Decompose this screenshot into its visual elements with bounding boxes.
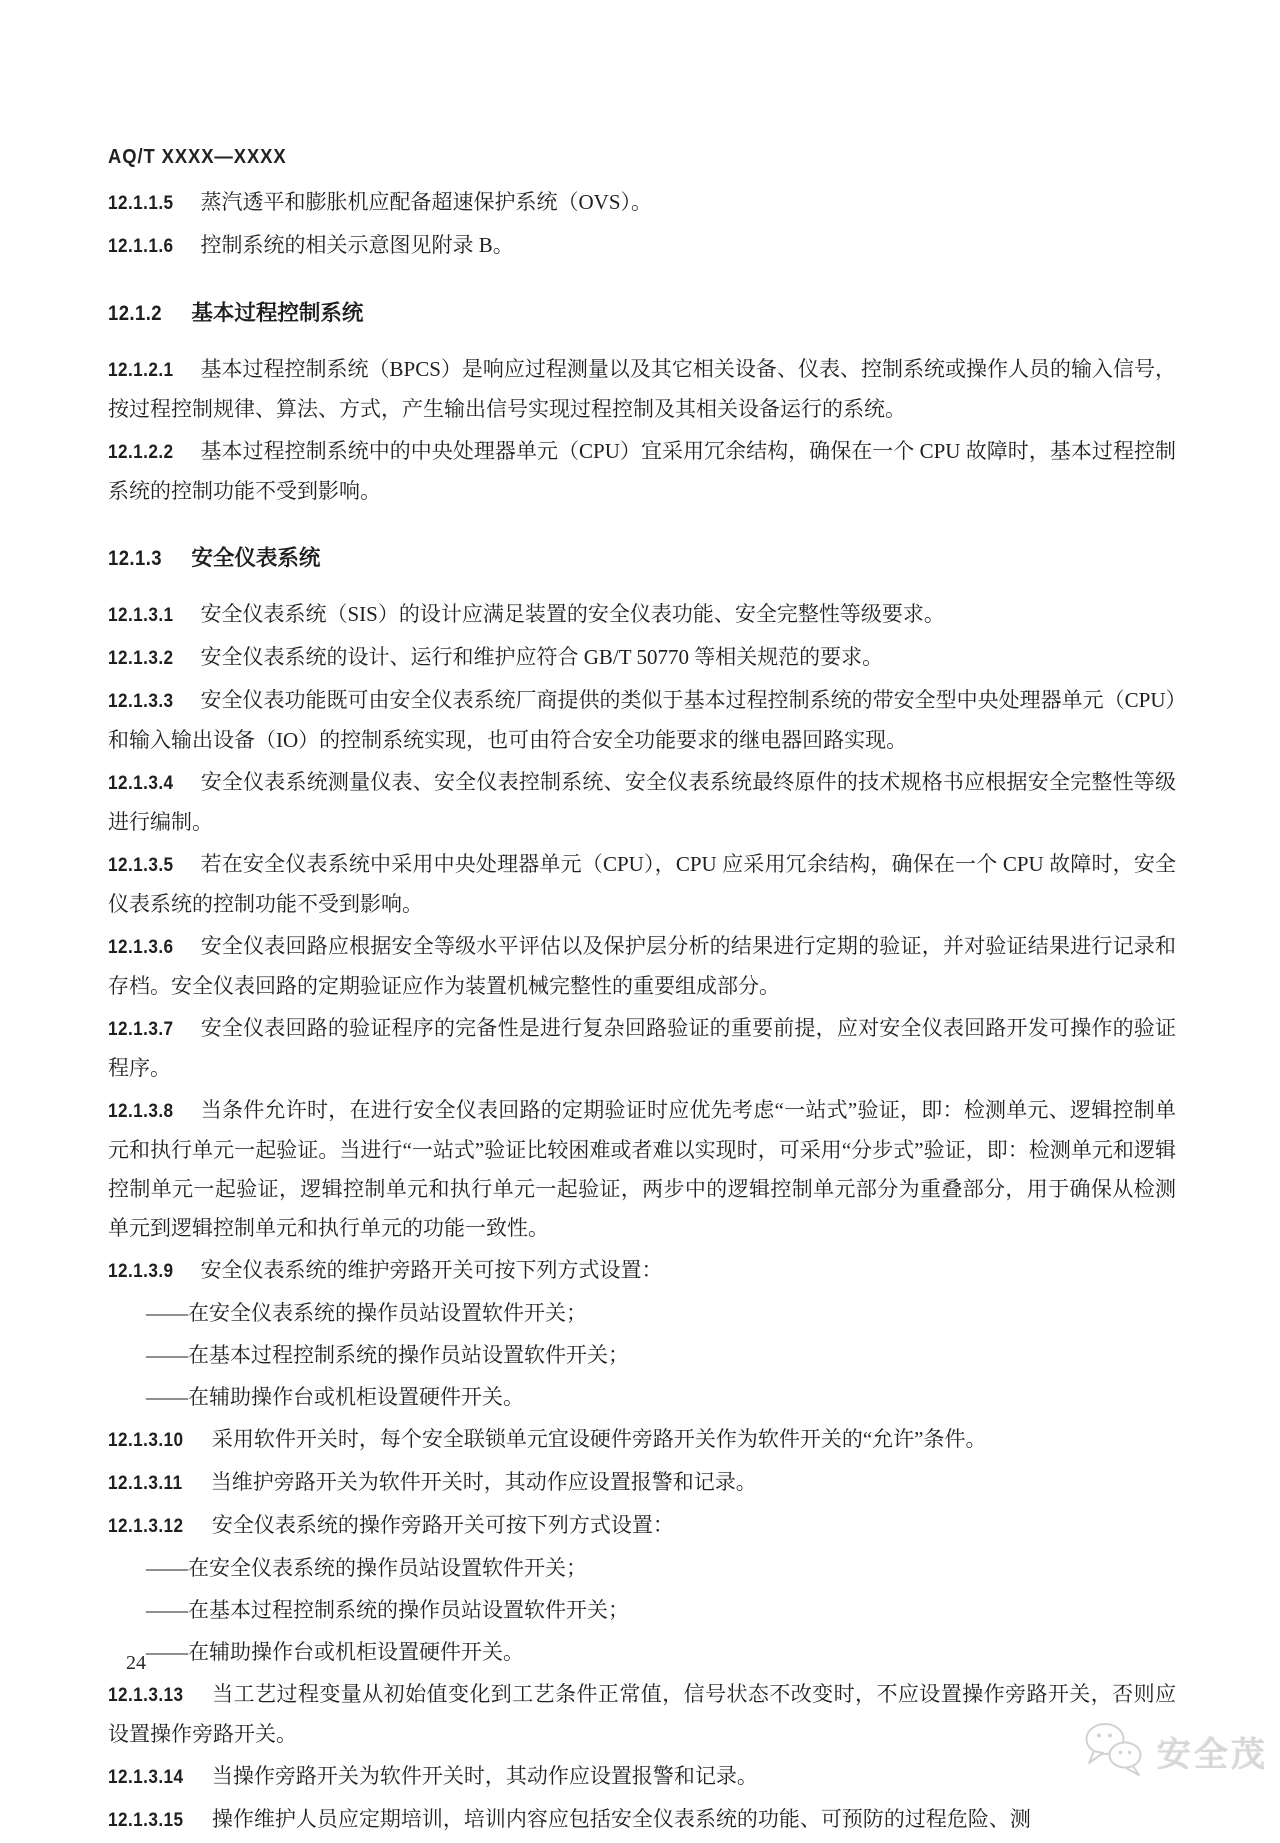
clause-text: 采用软件开关时，每个安全联锁单元宜设硬件旁路开关作为软件开关的“允许”条件。 — [211, 1427, 987, 1451]
clause-paragraph — [108, 1506, 1176, 1546]
clause-text: 当条件允许时，在进行安全仪表回路的定期验证时应优先考虑“一站式”验证，即：检测单元、逻辑控制单元和执行单元一起验证。当进行“一站式”验证比较困难或者难以实现时，可采用“分步式”验证，即：检测单元和逻辑控制单元一起验证，逻辑控制单元和执行单元一起验证，两步中的逻辑控制单元部分为重叠部分，用于确保从检测单元到逻辑控制单元和执行单元的功能一致性。 — [108, 1098, 1176, 1240]
clause-paragraph — [108, 183, 1176, 223]
heading-text: 基本过程控制系统 — [191, 301, 364, 325]
clause-number: 12.1.1.6 — [108, 235, 174, 257]
clause-text: 安全仪表回路的验证程序的完备性是进行复杂回路验证的重要前提，应对安全仪表回路开发可操作的验证程序。 — [108, 1016, 1176, 1080]
clause-text: 安全仪表功能既可由安全仪表系统厂商提供的类似于基本过程控制系统的带安全型中央处理器单元（CPU）和输入输出设备（IO）的控制系统实现，也可由符合安全功能要求的继电器回路实现。 — [108, 688, 1176, 752]
clause-number: 12.1.3 — [108, 547, 163, 570]
clause-text: 安全仪表系统的维护旁路开关可按下列方式设置： — [200, 1258, 663, 1282]
clause-paragraph — [108, 1463, 1176, 1503]
clause-text: 安全仪表系统（SIS）的设计应满足装置的安全仪表功能、安全完整性等级要求。 — [200, 602, 945, 626]
clause-paragraph — [108, 845, 1176, 924]
clause-paragraph — [108, 350, 1176, 429]
clause-number: 12.1.3.12 — [108, 1515, 184, 1537]
clause-text: 安全仪表系统的操作旁路开关可按下列方式设置： — [211, 1513, 674, 1537]
clause-text: ——在基本过程控制系统的操作员站设置软件开关； — [146, 1343, 629, 1367]
clause-number: 12.1.2 — [108, 302, 163, 325]
clause-text: ——在安全仪表系统的操作员站设置软件开关； — [146, 1556, 587, 1580]
section-heading — [108, 294, 1176, 333]
list-item — [108, 1378, 1176, 1417]
list-item — [108, 1336, 1176, 1375]
clause-number: 12.1.3.4 — [108, 772, 174, 794]
clause-number: 12.1.3.14 — [108, 1766, 184, 1788]
clause-number: 12.1.3.7 — [108, 1018, 174, 1040]
document-body — [108, 180, 1176, 1843]
clause-number: 12.1.3.3 — [108, 690, 174, 712]
clause-number: 12.1.3.6 — [108, 936, 174, 958]
list-item — [108, 1549, 1176, 1588]
clause-text: 控制系统的相关示意图见附录 B。 — [200, 233, 514, 257]
clause-paragraph — [108, 638, 1176, 678]
clause-text: 若在安全仪表系统中采用中央处理器单元（CPU），CPU 应采用冗余结构，确保在一个 CPU 故障时，安全仪表系统的控制功能不受到影响。 — [108, 852, 1176, 916]
clause-number: 12.1.1.5 — [108, 192, 174, 214]
clause-number: 12.1.3.11 — [108, 1472, 183, 1494]
clause-number: 12.1.3.9 — [108, 1260, 174, 1282]
clause-number: 12.1.3.13 — [108, 1684, 184, 1706]
clause-number: 12.1.2.1 — [108, 359, 174, 381]
clause-paragraph — [108, 1757, 1176, 1797]
watermark-logo — [1081, 1722, 1268, 1781]
clause-paragraph — [108, 1420, 1176, 1460]
clause-paragraph — [108, 1675, 1176, 1754]
clause-number: 12.1.2.2 — [108, 441, 174, 463]
clause-paragraph — [108, 595, 1176, 635]
clause-text: 基本过程控制系统（BPCS）是响应过程测量以及其它相关设备、仪表、控制系统或操作人员的输入信号，按过程控制规律、算法、方式，产生输出信号实现过程控制及其相关设备运行的系统。 — [108, 357, 1176, 421]
clause-text: 当维护旁路开关为软件开关时，其动作应设置报警和记录。 — [210, 1470, 757, 1494]
clause-text: ——在辅助操作台或机柜设置硬件开关。 — [146, 1385, 524, 1409]
clause-text: 安全仪表回路应根据安全等级水平评估以及保护层分析的结果进行定期的验证，并对验证结果进行记录和存档。安全仪表回路的定期验证应作为装置机械完整性的重要组成部分。 — [108, 934, 1176, 998]
clause-paragraph — [108, 1009, 1176, 1088]
clause-paragraph — [108, 927, 1176, 1006]
clause-text: 蒸汽透平和膨胀机应配备超速保护系统（OVS）。 — [200, 190, 652, 214]
list-item — [108, 1591, 1176, 1630]
clause-paragraph — [108, 226, 1176, 266]
clause-number: 12.1.3.10 — [108, 1429, 184, 1451]
clause-text: ——在基本过程控制系统的操作员站设置软件开关； — [146, 1598, 629, 1622]
clause-number: 12.1.3.15 — [108, 1809, 184, 1831]
clause-text: 基本过程控制系统中的中央处理器单元（CPU）宜采用冗余结构，确保在一个 CPU 故障时，基本过程控制系统的控制功能不受到影响。 — [108, 439, 1176, 503]
list-item — [108, 1633, 1176, 1672]
clause-text: 安全仪表系统测量仪表、安全仪表控制系统、安全仪表系统最终原件的技术规格书应根据安全完整性等级进行编制。 — [108, 770, 1176, 834]
clause-paragraph — [108, 1800, 1176, 1840]
section-heading — [108, 539, 1176, 578]
heading-text: 安全仪表系统 — [191, 546, 321, 570]
clause-paragraph — [108, 1091, 1176, 1248]
clause-paragraph — [108, 432, 1176, 511]
clause-number: 12.1.3.5 — [108, 854, 174, 876]
clause-paragraph — [108, 763, 1176, 842]
clause-text: ——在辅助操作台或机柜设置硬件开关。 — [146, 1640, 524, 1664]
clause-number: 12.1.3.1 — [108, 604, 174, 626]
page-number: 24 — [126, 1652, 146, 1674]
document-header-code: AQ/T XXXX—XXXX — [108, 146, 287, 168]
clause-number: 12.1.3.2 — [108, 647, 174, 669]
clause-paragraph — [108, 681, 1176, 760]
clause-text: 当操作旁路开关为软件开关时，其动作应设置报警和记录。 — [211, 1764, 758, 1788]
wechat-icon — [1081, 1722, 1147, 1781]
clause-text: 当工艺过程变量从初始值变化到工艺条件正常值，信号状态不改变时，不应设置操作旁路开关，否则应设置操作旁路开关。 — [108, 1682, 1176, 1746]
clause-paragraph — [108, 1251, 1176, 1291]
watermark-text: 安全茂 — [1157, 1736, 1268, 1774]
clause-number: 12.1.3.8 — [108, 1100, 174, 1122]
clause-text: ——在安全仪表系统的操作员站设置软件开关； — [146, 1301, 587, 1325]
list-item — [108, 1294, 1176, 1333]
clause-text: 操作维护人员应定期培训，培训内容应包括安全仪表系统的功能、可预防的过程危险、测 — [211, 1807, 1031, 1831]
clause-text: 安全仪表系统的设计、运行和维护应符合 GB/T 50770 等相关规范的要求。 — [200, 645, 884, 669]
